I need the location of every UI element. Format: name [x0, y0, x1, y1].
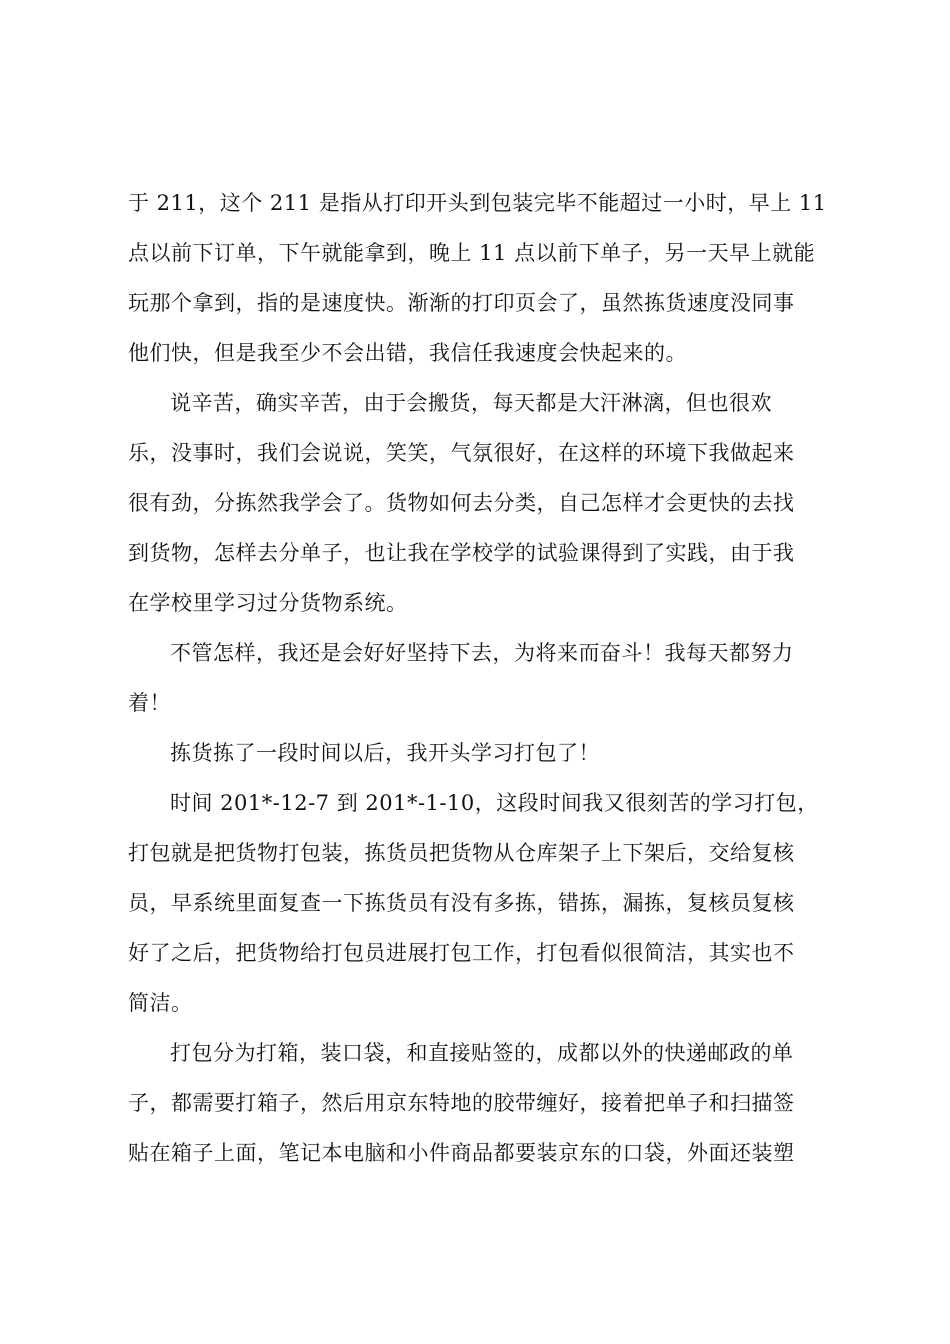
text-line: 乐，没事时，我们会说说，笑笑，气氛很好，在这样的环境下我做起来 — [128, 441, 795, 465]
body-text — [128, 178, 834, 1178]
text-line: 他们快，但是我至少不会出错，我信任我速度会快起来的。 — [128, 341, 687, 365]
text-line: 子，都需要打箱子，然后用京东特地的胶带缠好，接着把单子和扫描签 — [128, 1091, 795, 1115]
text-line: 玩那个拿到，指的是速度快。渐渐的打印页会了，虽然拣货速度没同事 — [128, 291, 795, 315]
text-line: 着！ — [128, 691, 171, 715]
text-line: 简洁。 — [128, 991, 193, 1015]
text-line: 很有劲，分拣然我学会了。货物如何去分类，自己怎样才会更快的去找 — [128, 491, 795, 515]
text-line: 时间 201*-12-7 到 201*-1-10，这段时间我又很刻苦的学习打包， — [170, 791, 819, 815]
text-line: 不管怎样，我还是会好好坚持下去，为将来而奋斗！我每天都努力 — [170, 641, 794, 665]
text-line: 说辛苦，确实辛苦，由于会搬货，每天都是大汗淋漓，但也很欢 — [170, 391, 772, 415]
text-line: 于 211，这个 211 是指从打印开头到包装完毕不能超过一小时，早上 11 — [128, 191, 827, 215]
text-line: 拣货拣了一段时间以后，我开头学习打包了！ — [170, 741, 600, 765]
text-line: 打包分为打箱，装口袋，和直接贴签的，成都以外的快递邮政的单 — [170, 1041, 794, 1065]
text-line: 好了之后，把货物给打包员进展打包工作，打包看似很简洁，其实也不 — [128, 941, 795, 965]
text-line: 员，早系统里面复查一下拣货员有没有多拣，错拣，漏拣，复核员复核 — [128, 891, 795, 915]
text-line: 到货物，怎样去分单子，也让我在学校学的试验课得到了实践，由于我 — [128, 541, 795, 565]
text-line: 贴在箱子上面，笔记本电脑和小件商品都要装京东的口袋，外面还装塑 — [128, 1141, 795, 1165]
text-line: 在学校里学习过分货物系统。 — [128, 591, 408, 615]
text-line: 打包就是把货物打包装，拣货员把货物从仓库架子上下架后，交给复核 — [128, 841, 795, 865]
text-line: 点以前下订单，下午就能拿到，晚上 11 点以前下单子，另一天早上就能 — [128, 241, 816, 265]
